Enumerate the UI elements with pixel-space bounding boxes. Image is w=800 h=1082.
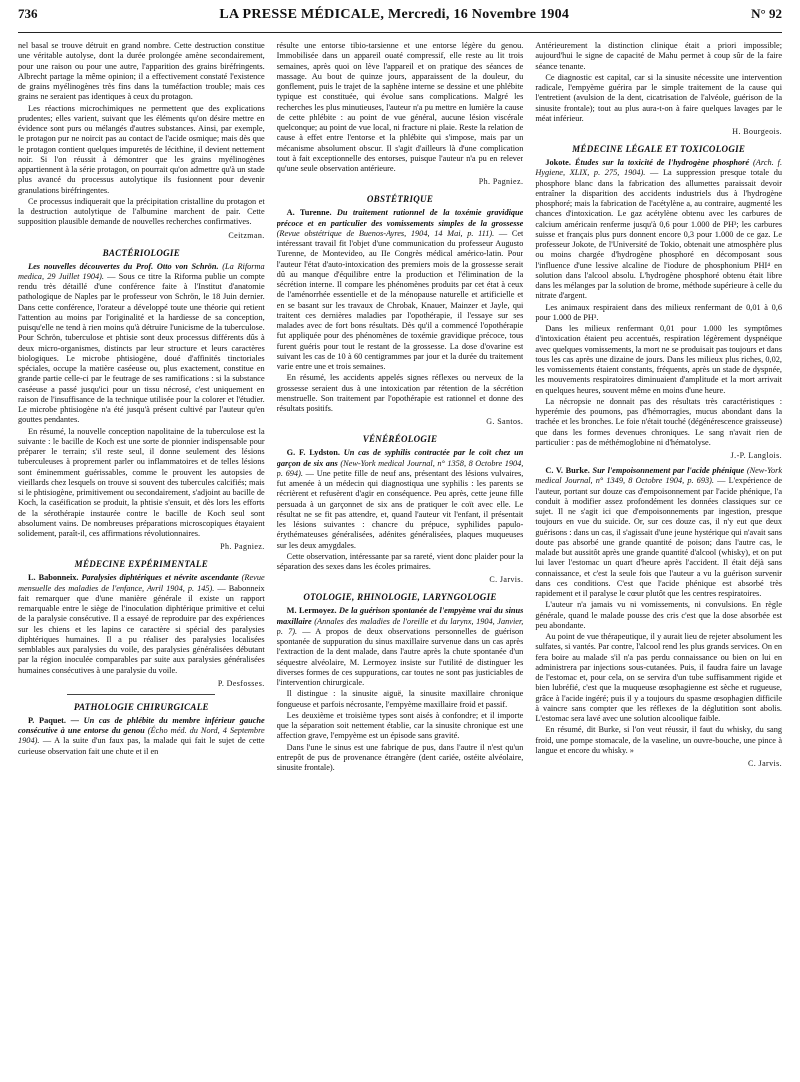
author-signature: P. Desfosses. [217,678,265,688]
article-author: L. Babonneix. [28,573,79,583]
article-author: A. Turenne. [286,208,332,218]
article-reference: (Revue obstétrique de Buenos-Ayres, 1904, 14 Mai, p. 111). [276,228,495,238]
article-title: Les nouvelles découvertes du Prof. Otto von Schrön. [28,261,219,271]
article-reference: (Écho méd. du Nord, 4 Septembre 1904). [18,726,265,746]
paragraph: nel basal se trouve détruit en grand nombre. Cette destruction constitue une véritable autolyse, dont la durée prolongée amène secondairement, pour une raison ou pour une autre, l'apparition des grains biréfringents. Albrecht partage la même opinion; il a effectivement constaté l'existence de grains myélinogènes très fins dans la tuméfaction trouble; mais ces grains ne seraient pas identiques à ceux du protagon. [18,41,265,102]
paragraph: Les réactions microchimiques ne permettent que des explications prudentes; elles varient, suivant que les éléments qu'on désire mettre en évidence sont purs ou mélangés d'autres substances. Ainsi, par exemple, le protagon pur ne noircit pas au contact de l'acide osmique; mais dès que le protagon contient quelques impuretés de lécithine, il devient nettement noir. Si l'on réussit à démontrer que les grains myélinogènes appartiennent à la série protagon, on pourrait qu'on admettre qu'à un stade plus avancé du processus autolytique ils fusionnent pour devenir granulations biréfringentes. [18,103,265,195]
column-3 [535,41,782,1077]
article-body: — A la suite d'un faux pas, la malade qui fait le sujet de cette curieuse observation fait une chute et il en [18,736,265,756]
author-signature: C. Jarvis. [489,575,524,585]
paragraph: En résumé, la nouvelle conception napolitaine de la tuberculose est la suivante : le bacille de Koch est une sorte de pionnier indispensable pour préparer le terrain; s'il reste seul, il donne seulement des lésions tuberculeuses à proprement parler ou inflammatoires et de telles lésions sont éminemment guérissables, comme le prouvent les autopsies de vieillards chez lesquels on trouve si souvent des tubercules calcifiés; mais si le phtisiogène, primitivement ou secondairement, s'adjoint au bacille de Koch, la caséification se produit, la phtisie s'ensuit, et dès lors les efforts de la sérothérapie instaurée contre le bacille de Koch seul sont absolument vains. De nombreuses préparations microscopiques étayaient solidement, paraît-il, ces affirmations révolutionnaires. [18,426,265,538]
article-author: Jokote. [545,158,571,167]
article-author: G. F. Lydston. [286,448,340,458]
paragraph: Dans les milieux renfermant 0,01 pour 1.000 les symptômes d'intoxication étaient peu accentués, respiration légèrement dyspnéique avec quelques vomissements, la mort ne se produisait pas toujours et dans tous les cas après une dizaine de jours. Dans les milieux plus riches, 0,02, les vomissements étaient constants, fréquents, après un stade de dyspnée, les mouvements respiratoires diminuaient d'amplitude et la mort arrivait en quelques heures, souvent même en moins d'une heure. [535,324,782,395]
article-paragraph [535,466,782,599]
article-title: Un cas de syphilis contractée par le coït chez un garçon de six ans [276,448,524,468]
paragraph: Au point de vue thérapeutique, il y aurait lieu de rejeter absolument les sulfates, si vantés. Par contre, l'alcool rend les plus grands services. On en fera boire au malade s'il n'a pas perdu connaissance ou bien on lui en administrera par injections sous-cutanées. Puis, il faudra faire un lavage de l'estomac et, pour cela, on se servira d'un tube suffisamment rigide et bien lubréfié, c'est que la muqueuse œsophagienne est sèche et rugueuse, grâce à l'acide ingéré; puis il y a toujours du spasme œsophagien difficile à vaincre sans compter que les réflexes de la déglutition sont abolis. L'estomac sera lavé avec une solution alcoolique faible. [535,632,782,723]
paragraph: résulte une entorse tibio-tarsienne et une entorse légère du genou. Immobilisée dans un appareil ouaté compressif, elle reste au lit trois semaines, après quoi on lève l'appareil et on pratique des séances de massage. Au bout de quinze jours, apparaissent de la douleur, du gonflement, puis le trajet de la saphène interne se dessine et une phlébite typique est constituée, qui évolue sans complications. Malgré les recherches les plus minutieuses, l'auteur n'a pu mettre en lumière la cause de cette phlébite : au point de vue général, aucune lésion viscérale quelconque; au point de vue local, ni fracture ni plaie. Reste la relation de cause à effet entre l'entorse et la phlébite qui s'impose, mais par un mécanisme absolument obscur. Il s'agit d'ailleurs là d'une complication tout à fait exceptionnelle des entorses, puisque l'auteur n'a pu en relever qu'une seule observation antérieure. [276,41,524,173]
article-paragraph [18,262,265,426]
section-heading: OTOLOGIE, RHINOLOGIE, LARYNGOLOGIE [303,592,497,603]
article-body: — Une petite fille de neuf ans, présentant des lésions vulvaires, fut amenée à un médecin qui diagnostiqua une syphilis : les parents se récrièrent et refusèrent d'agir en conséquence. Peu après, cette jeune fille persuada à un garçonnet de six ans de pratiquer le coït avec elle. Le résultat ne se fit pas attendre, et, quand l'auteur vit l'enfant, il présentait les lésions suivantes : chancre du prépuce, syphilides papulo-érythémateuses généralisées, adénites généralisées, plaques muqueuses sur les deux amygdales. [276,468,524,550]
article-title: De la guérison spontanée de l'empyème vrai du sinus maxillaire [276,606,524,626]
article-title: Du traitement rationnel de la toxémie gravidique précoce et en particulier des vomissements simples de la grossesse [276,208,524,228]
author-signature: C. Jarvis. [748,759,782,768]
author-signature: G. Santos. [486,417,524,427]
article-reference: (Revue mensuelle des maladies de l'enfance, Avril 1904, p. 145). [18,573,265,593]
article-reference: (La Riforma medica, 29 Juillet 1904). [18,261,265,281]
article-paragraph [18,716,265,757]
author-signature: Ph. Pagniez. [220,542,265,552]
article-body: — La suppression presque totale du phosphore blanc dans la fabrication des allumettes paraissait devoir entraîner la disparition des accidents industriels dus à l'hydrogène phosphoré; mais la fabrication de l'acétylène a, au contraire, augmenté les chances d'intoxication. Le gaz acétylène obtenu avec les carbures de calcium américain renferme jusqu'à 0,6 pour 1.000 de PH³; les carbures suisse et français plus purs donnent encore 0,3 pour 1.000 de ce gaz. Le professeur Jokote, de l'Université de Tokio, obtenait une atmosphère plus ou moins chargée d'hydrogène phosphoré en décomposant sous l'influence d'une lessive alcaline de l'iodure de phosphonium PHI⁴ en solution dans l'alcool absolu. L'hydrogène phosphoré obtenu était libre dans les mélanges par la solution de brome, méthode supérieure à celle du nitrate d'argent. [535,168,782,301]
article-body: — A propos de deux observations personnelles de guérison spontanée de suppuration du sinus maxillaire survenue dans un cas après l'extraction de la dent malade, dans l'autre après la chute spontanée d'un séquestre alvéolaire, M. Lermoyez insiste sur l'utilité de distinguer les diverses formes de ces suppurations, car toutes ne sont pas justiciables de l'intervention chirurgicale. [276,626,524,687]
divider [67,694,215,695]
article-paragraph [277,448,524,551]
article-paragraph [277,208,524,372]
paragraph: Les animaux respiraient dans des milieux renfermant de 0,01 à 0,6 pour 1.000 de PH³. [535,302,782,322]
section-heading: MÉDECINE EXPÉRIMENTALE [74,559,209,570]
paragraph: Cette observation, intéressante par sa rareté, vient donc plaider pour la séparation des sexes dans les écoles primaires. [276,551,524,571]
paragraph: Ce diagnostic est capital, car si la sinusite nécessite une intervention radicale, l'empyème guérira par le simple traitement de la cause qui l'entretient (avulsion de la dent, cicatrisation de l'alvéole, guérison de la sinusite frontale); tout au plus aura-t-on à faire quelques lavages par le méat inférieur. [535,72,782,123]
article-reference: (New-York medical Journal, n° 1358, 8 Octobre 1904, p. 694). [276,458,524,478]
paragraph: En résumé, dit Burke, si l'on veut réussir, il faut du whisky, du sang froid, une pompe stomacale, de la vaseline, un ouvre-bouche, une pince à langue et encore du whisky. » [535,725,782,755]
article-title: Études sur la toxicité de l'hydrogène phosphoré [574,158,750,167]
article-body: — Babonneix fait remarquer que d'une manière générale il existe un rapport remarquable entre le siège de l'inoculation diphtérique primitive et celui de la paralysie consécutive. Il a essayé de reproduire par des expériences sur les chiens et les lapins ce caractère si spécial des paralysies diphtériques humaines. Il a pu réaliser des paralysies localisées semblables aux paralysies du voile, des paralysies généralisées débutant par la région inoculée comparables par suite aux paralysies généralisées humaines consécutives à une paralysie du voile. [18,583,265,675]
paragraph: La nécropsie ne donnait pas des résultats très caractéristiques : hyperémie des poumons, pas d'hémorragies, mucus abondant dans la trachée et les bronches. Le foie n'était touché (dégénérescence graisseuse) que dans les formes devenues chroniques. Le sang n'avait rien de particulier : pas de méthémoglobine ni d'hématolyse. [535,396,782,447]
author-signature: J.-P. Langlois. [730,451,782,460]
paragraph: Les deuxième et troisième types sont aisés à confondre; et il importe que la séparation soit nettement établie, car la sinusite chronique est une affection grave, l'empyème est un épisode sans gravité. [276,710,524,741]
author-signature: Ceitzman. [228,230,265,240]
article-body: — Cet intéressant travail fit l'objet d'une communication du professeur Augusto Turenne, de Montevideo, au IIe Congrès médical américo-latin. Pour l'auteur l'état d'auto-intoxication des premiers mois de la grossesse serait dû au manque d'équilibre entre la production et l'élimination de la sécrétion interne. Il compare les phénomènes produits par cet état à ceux de l'aménorrhée essentielle et de la ménopause naturelle et artificielle et en se basant sur les travaux de Chrobak, Knauer, Mainzer et Jayle, qui traitent ces dernières maladies par l'opothérapie, il l'essaye sur ses malades avec de fort bons résultats. Dès qu'il a commencé l'opothérapie fut appliquée pour des phénomènes de toxémie gravidique précoce, tous furent guéris pour tout le restant de la grossesse. La dose d'ovarine est suivant les cas de 10 à 60 centigrammes par jour et la durée du traitement varie entre une et trois semaines. [276,228,524,371]
column-1 [18,41,265,1077]
article-paragraph [535,158,782,302]
author-signature: Ph. Pagniez. [478,177,524,187]
article-reference: (Arch. f. Hygiene, XLIX, p. 275, 1904). [535,158,782,178]
paragraph: Il distingue : la sinusite aiguë, la sinusite maxillaire chronique fongueuse et parfois nécrosante, l'empyème maxillaire froid et passif. [276,689,524,709]
section-heading: BACTÉRIOLOGIE [102,247,181,258]
section-heading: PATHOLOGIE CHIRURGICALE [73,701,209,712]
author-signature: H. Bourgeois. [732,127,782,136]
section-heading: OBSTÉTRIQUE [366,194,434,205]
paragraph: L'auteur n'a jamais vu ni vomissements, ni convulsions. En règle générale, quand le malade pousse des cris c'est que la dose absorbée est peu abondante. [535,600,782,630]
article-reference: (New-York medical Journal, n° 1349, 8 Octobre 1904, p. 693). [535,466,782,486]
article-body: — Sous ce titre la Riforma publie un compte rendu très détaillé d'une conférence faite à l'Institut d'anatomie pathologique de Naples par le professeur von Schrön, le 18 Juin dernier. Dans cette conférence, l'orateur a développé toute une théorie qui retient l'attention au moins par l'originalité et la hardiesse de sa conception, puisqu'elle ne tend à rien moins qu'à détruire l'unicisme de la tuberculose. Pour Schrön, tuberculose et phtisie sont deux processus différents dûs à deux micro-organismes, distincts par leur structure et leurs caractères biologiques. Le microbe phtisiogène, doué d'affinités tinctoriales spéciales, occupe la matière caséeuse ou, plus exactement, constitue en grande partie celle-ci par le feutrage de ses ramifications : si la substance caséeuse a passé jusqu'ici pour un tissu nécrosé, c'est uniquement en raison de l'insuffisance de la technique utilisée pour la colorer et l'étudier. Le microbe phtisiogène n'a été jusqu'à présent cultivé par l'auteur qu'en gouttes pendantes. [18,271,265,425]
page-number: 736 [18,6,38,21]
section-heading: MÉDECINE LÉGALE ET TOXICOLOGIE [572,144,746,154]
article-title: Sur l'empoisonnement par l'acide phénique [592,466,745,475]
article-paragraph [18,573,265,676]
article-author: C. V. Burke. [545,466,590,475]
paragraph: En résumé, les accidents appelés signes réflexes ou nerveux de la grossesse seraient dus à une intoxication par rétention de la sécrétion menstruelle. Son traitement par l'opothérapie est rationnel et donne des résultats positifs. [276,373,524,413]
paragraph: Antérieurement la distinction clinique était a priori impossible; aujourd'hui le signe de capacité de Mahu permet à coup sûr de la faire séance tenante. [535,41,782,71]
column-2 [277,41,524,1077]
page-header [18,0,782,33]
issue-number: N° 92 [751,6,782,21]
article-body: — L'expérience de l'auteur, portant sur douze cas d'empoisonnement par l'acide phénique, l'a conduit à modifier assez profondément les données classiques sur ce sujet. Il ne s'agit ici que d'empoisonnements par ingestion, presque toujours en vue du suicide. Or, sur ces douze cas, il n'y eut que deux guérisons : dans un cas, il s'agissait d'une jeune hystérique qui n'avait sans doute pas absorbé une grande quantité de poison; dans l'autre cas, le malade but aussitôt après une grande quantité d'alcool (whisky), et on put lui laver l'estomac un quart d'heure après l'accident. Il était déjà sans connaissance, et c'est la seule fois que l'auteur a vu la guérison survenir dans ces conditions. C'est que l'acide phénique est absorbé très rapidement et il paralyse le cœur plutôt que les centres respiratoires. [535,476,782,598]
article-paragraph [277,606,524,688]
article-author: M. Lermoyez. [286,606,337,616]
article-author: P. Paquet. [28,715,67,725]
article-title: — Un cas de phlébite du membre inférieur gauche consécutive à une entorse du genou [18,715,265,735]
article-reference: (Annales des maladies de l'oreille et du larynx, 1904, Janvier, p. 7). [276,616,524,636]
section-heading: VÉNÉRÉOLOGIE [362,434,438,445]
paragraph: Dans l'une le sinus est une fabrique de pus, dans l'autre il n'est qu'un entrepôt de pus de provenance étrangère (dent cariée, ostéite alvéolaire, sinusite frontale). [276,742,524,772]
columns [18,41,782,1077]
article-title: Paralysies diphtériques et névrite ascendante [81,573,239,583]
journal-title: LA PRESSE MÉDICALE, Mercredi, 16 Novembre 1904 [219,7,570,22]
paragraph: Ce processus indiquerait que la précipitation cristalline du protagon et la destruction autolytique de l'albumine marchent de pair. Cette supposition plausible demande de nouvelles recherches confirmatives. [18,196,265,227]
